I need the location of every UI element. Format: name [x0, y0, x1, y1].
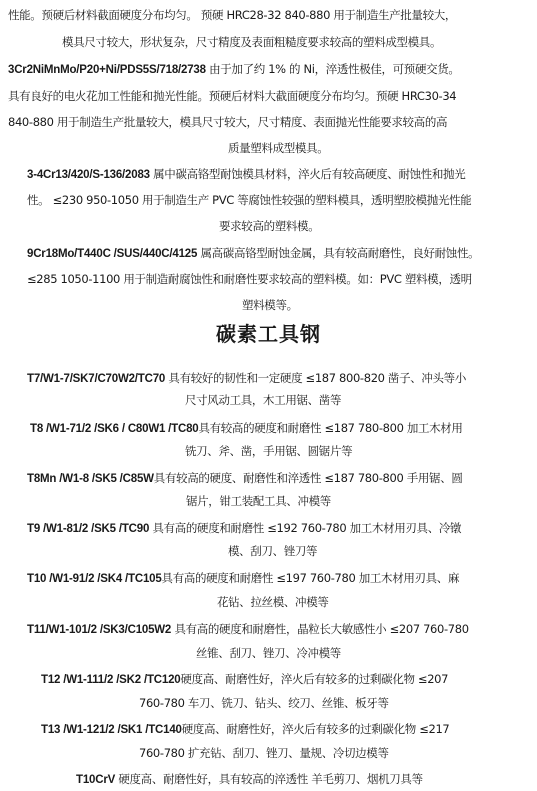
steel-grade-code: 9Cr18Mo/T440C /SUS/440C/4125 — [27, 248, 198, 260]
steel-grade-code: T13 /W1-121/2 /SK1 /TC140 — [41, 724, 182, 736]
entry-text: 由于加了约 1% 的 Ni，淬透性极佳，可预硬交货。 — [205, 62, 460, 76]
entry-text-line: 花钻、拉丝模、冲模等 — [217, 595, 329, 609]
entry-text-line: 760-780 扩充钻、刮刀、锉刀、量规、冷切边模等 — [139, 746, 389, 760]
entry-line — [76, 771, 423, 788]
entry-text-line: 质量塑料成型模具。 — [228, 141, 329, 155]
steel-grade-code: T8 /W1-71/2 /SK6 / C80W1 /TC80 — [30, 423, 199, 435]
entry-text: 具有较好的韧性和一定硬度 ≤187 800-820 凿子、冲头等小 — [165, 371, 466, 385]
entry-line — [27, 166, 465, 183]
entry-text: 具有高的硬度和耐磨性 ≤197 760-780 加工木材用刃具、麻 — [161, 571, 460, 585]
entry-text-line: 模、刮刀、锉刀等 — [228, 544, 318, 558]
entry-line — [27, 570, 459, 587]
steel-grade-code: T12 /W1-111/2 /SK2 /TC120 — [41, 674, 181, 686]
entry-text-line: ≤285 1050-1100 用于制造耐腐蚀性和耐磨性要求较高的塑料模。如：PVC 塑料模，透明 — [27, 272, 472, 286]
entry-line — [27, 621, 469, 638]
entry-line — [8, 61, 460, 78]
entry-text-line: 丝锥、刮刀、锉刀、冷冲模等 — [196, 646, 341, 660]
entry-line — [27, 245, 479, 262]
entry-text: 属高碳高铬型耐蚀金属，具有较高耐磨性，良好耐蚀性。 — [197, 246, 480, 260]
entry-text-line: 塑料模等。 — [242, 298, 298, 312]
entry-text-line: 性能。预硬后材料截面硬度分布均匀。 预硬 HRC28-32 840-880 用于制造生产批量较大， — [8, 8, 457, 22]
entry-text-line: 模具尺寸较大，形状复杂，尺寸精度及表面粗糙度要求较高的塑料成型模具。 — [62, 35, 442, 49]
entry-text: 硬度高、耐磨性好，淬火后有较多的过剩碳化物 ≤217 — [181, 722, 450, 736]
entry-text: 属中碳高铬型耐蚀模具材料，淬火后有较高硬度、耐蚀性和抛光 — [149, 167, 466, 181]
entry-text: 具有高的硬度和耐磨性，晶粒长大敏感性小 ≤207 760-780 — [171, 622, 469, 636]
entry-line — [41, 671, 448, 688]
steel-grade-code: T11/W1-101/2 /SK3/C105W2 — [27, 624, 172, 636]
steel-grade-code: 3-4Cr13/420/S-136/2083 — [27, 169, 150, 181]
steel-grade-code: T8Mn /W1-8 /SK5 /C85W — [27, 473, 154, 485]
entry-text: 具有较高的硬度和耐磨性 ≤187 780-800 加工木材用 — [198, 421, 463, 435]
entry-text: 硬度高、耐磨性好，具有较高的淬透性 羊毛剪刀、烟机刀具等 — [115, 772, 423, 786]
entry-text-line: 铣刀、斧、凿，手用锯、圆锯片等 — [185, 444, 353, 458]
entry-text-line: 尺寸风动工具，木工用锯、凿等 — [185, 393, 342, 407]
steel-grade-code: T10 /W1-91/2 /SK4 /TC105 — [27, 573, 162, 585]
steel-grade-code: T7/W1-7/SK7/C70W2/TC70 — [27, 373, 166, 385]
entry-text-line: 要求较高的塑料模。 — [219, 219, 320, 233]
entry-line — [30, 420, 463, 437]
entry-text: 硬度高、耐磨性好，淬火后有较多的过剩碳化物 ≤207 — [180, 672, 449, 686]
entry-line — [41, 721, 449, 738]
entry-text-line: 具有良好的电火花加工性能和抛光性能。预硬后材料大截面硬度分布均匀。预硬 HRC30-34 — [8, 89, 457, 103]
entry-line — [27, 520, 461, 537]
steel-grade-code: 3Cr2NiMnMo/P20+Ni/PDS5S/718/2738 — [8, 64, 206, 76]
entry-line — [27, 470, 463, 487]
entry-text-line: 锯片，钳工装配工具、冲模等 — [186, 494, 331, 508]
entry-text: 具有较高的硬度、耐磨性和淬透性 ≤187 780-800 手用锯、圆 — [153, 471, 463, 485]
entry-line — [27, 370, 466, 387]
entry-text: 具有高的硬度和耐磨性 ≤192 760-780 加工木材用刃具、冷镦 — [149, 521, 462, 535]
entry-text-line: 840-880 用于制造生产批量较大，模具尺寸较大，尺寸精度、表面抛光性能要求较高的高 — [8, 115, 448, 129]
entry-text-line: 760-780 车刀、铣刀、钻头、绞刀、丝锥、板牙等 — [139, 696, 389, 710]
steel-grade-code: T10CrV — [76, 774, 116, 786]
section-title: 碳素工具钢 — [216, 322, 321, 346]
entry-text-line: 性。 ≤230 950-1050 用于制造生产 PVC 等腐蚀性较强的塑料模具，透明塑胶模抛光性能 — [27, 193, 472, 207]
steel-grade-code: T9 /W1-81/2 /SK5 /TC90 — [27, 523, 150, 535]
